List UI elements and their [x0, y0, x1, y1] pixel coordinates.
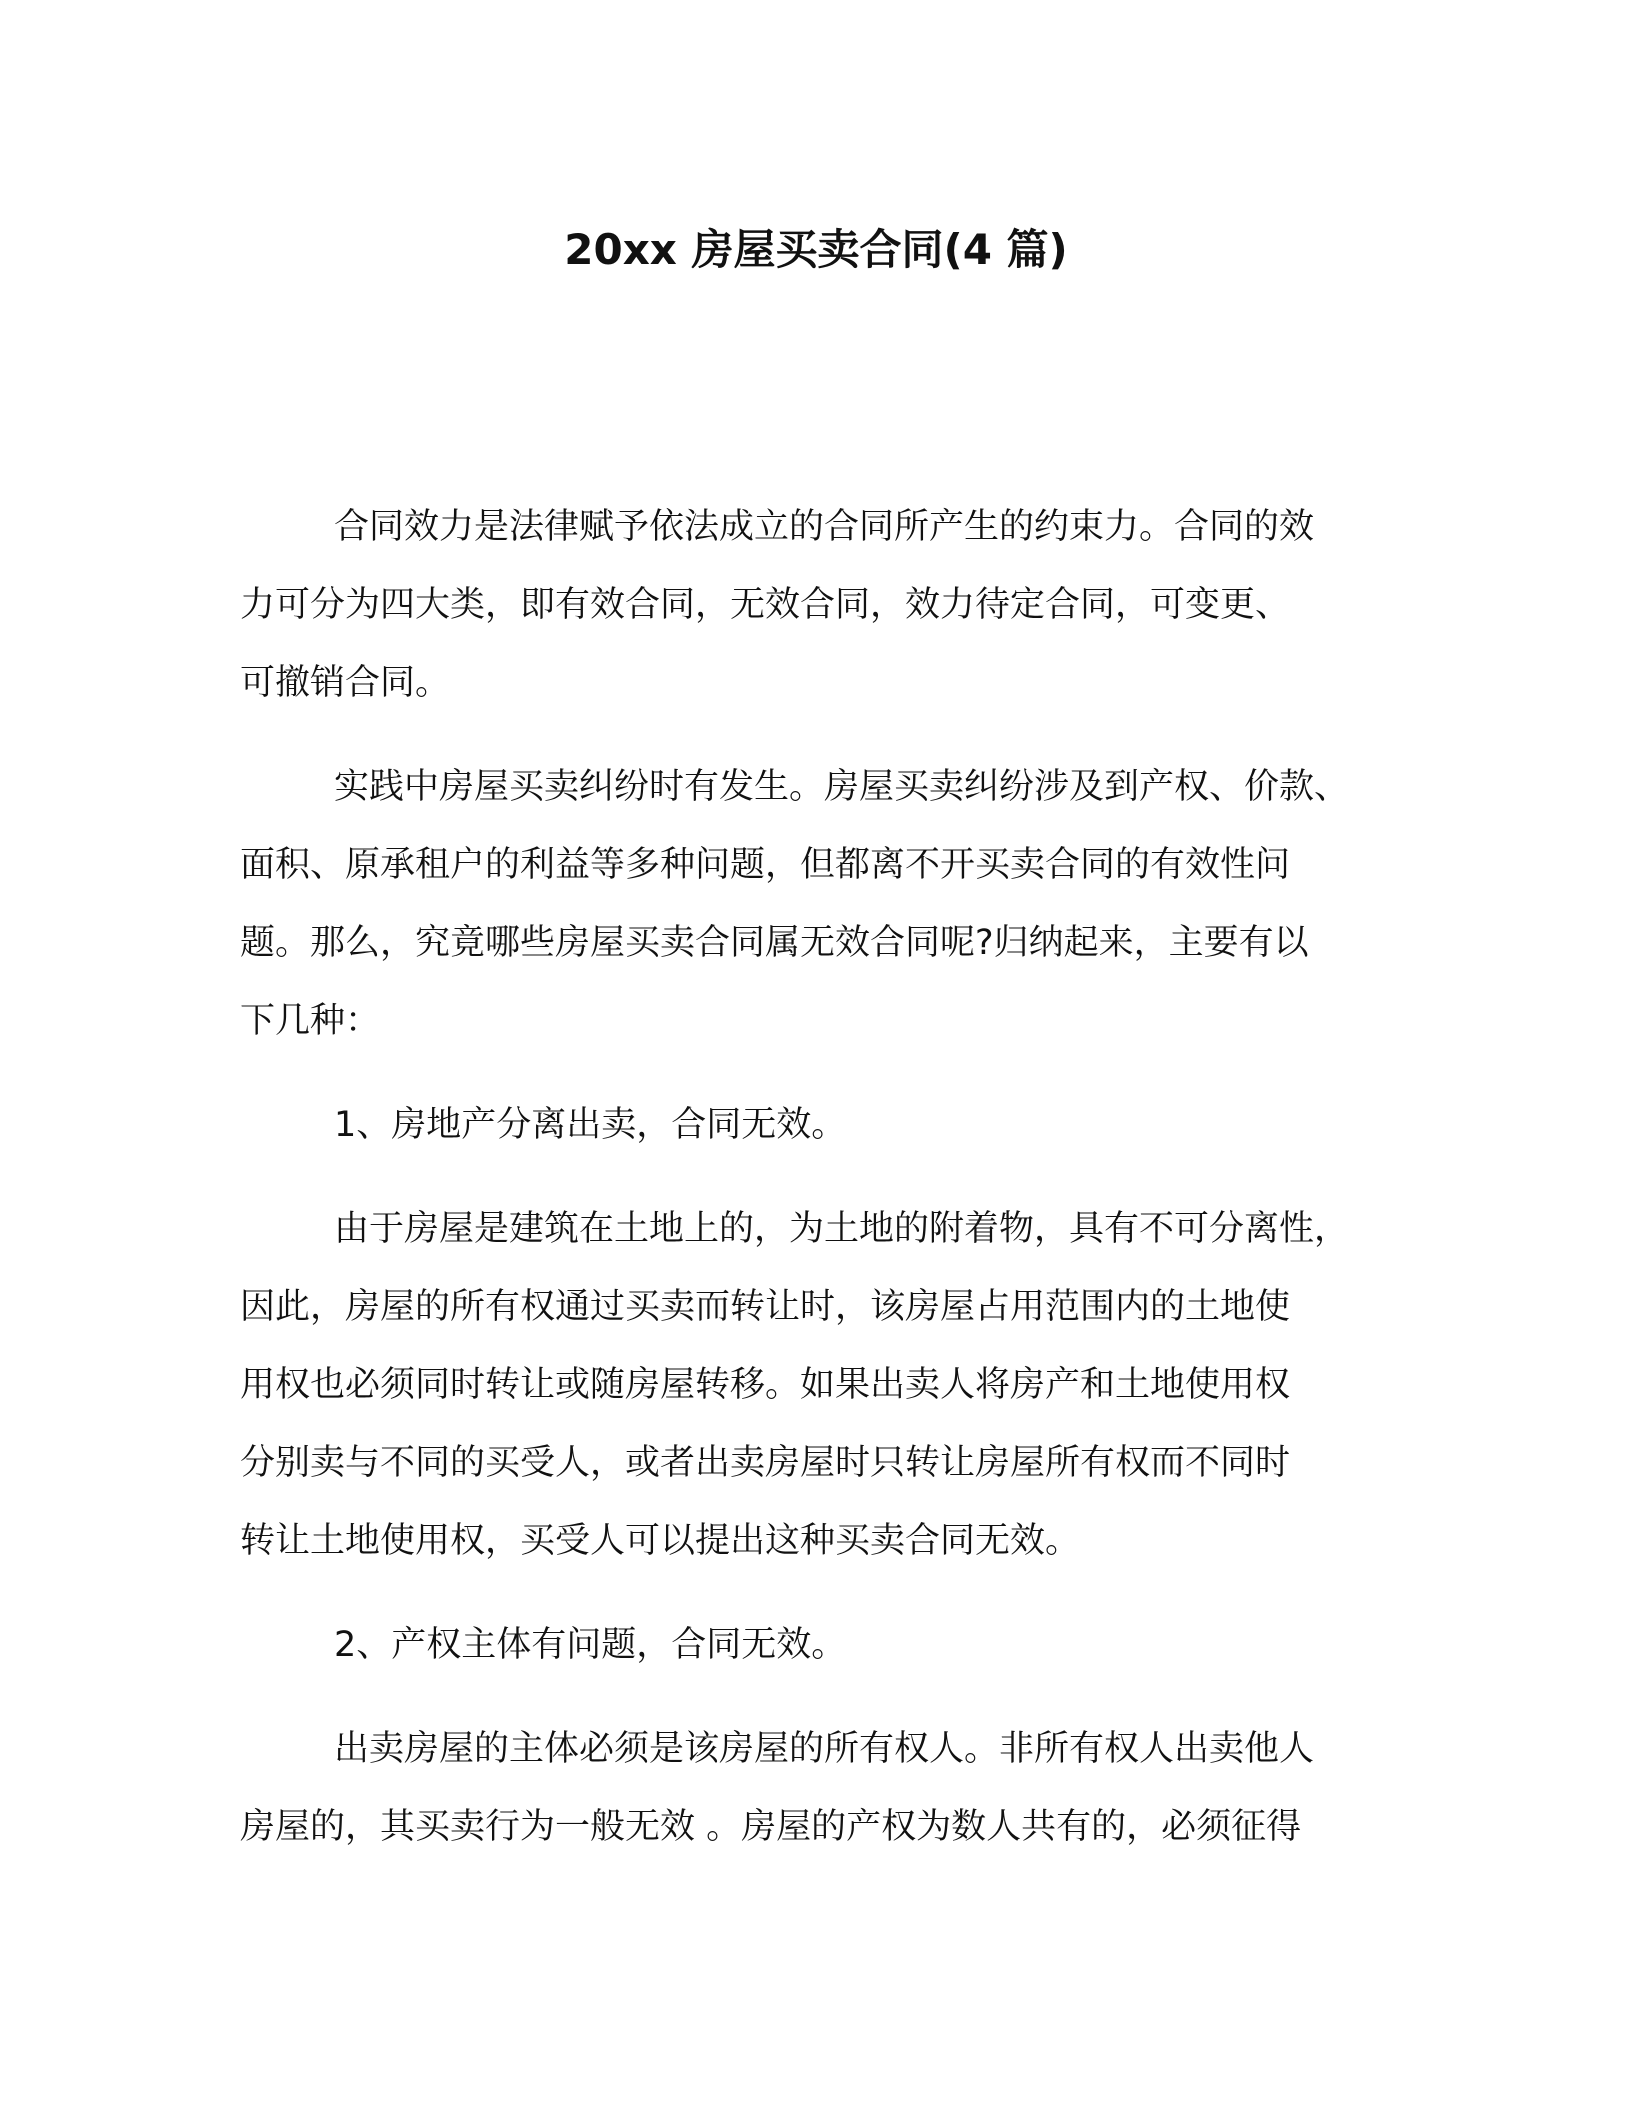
paragraph-disputes: [240, 748, 1400, 1060]
text-line: 面积、原承租户的利益等多种问题，但都离不开买卖合同的有效性问: [240, 845, 1291, 885]
text-line: 下几种：: [240, 1001, 381, 1041]
paragraph-item-1-detail: [240, 1190, 1400, 1580]
text-line: 合同效力是法律赋予依法成立的合同所产生的约束力。合同的效: [334, 507, 1315, 547]
text-line: 出卖房屋的主体必须是该房屋的所有权人。非所有权人出卖他人: [334, 1729, 1315, 1769]
heading-item-1: [240, 1086, 1400, 1164]
text-line: 题。那么，究竟哪些房屋买卖合同属无效合同呢?归纳起来，主要有以: [240, 923, 1309, 963]
text-line: 因此，房屋的所有权通过买卖而转让时，该房屋占用范围内的土地使: [240, 1287, 1291, 1327]
text-line: 分别卖与不同的买受人，或者出卖房屋时只转让房屋所有权而不同时: [240, 1443, 1291, 1483]
text-line: 力可分为四大类，即有效合同，无效合同，效力待定合同，可变更、: [240, 585, 1291, 625]
paragraph-contract-validity: [240, 488, 1400, 722]
heading-item-2: [240, 1606, 1400, 1684]
text-line: 转让土地使用权，买受人可以提出这种买卖合同无效。: [240, 1521, 1081, 1561]
document-title: 20xx 房屋买卖合同(4 篇): [564, 225, 1068, 274]
text-line: 1、房地产分离出卖，合同无效。: [334, 1105, 847, 1145]
text-line: 房屋的，其买卖行为一般无效 。房屋的产权为数人共有的，必须征得: [240, 1807, 1302, 1847]
document-body: [240, 488, 1400, 1892]
text-line: 实践中房屋买卖纠纷时有发生。房屋买卖纠纷涉及到产权、价款、: [334, 767, 1350, 807]
text-line: 2、产权主体有问题，合同无效。: [334, 1625, 847, 1665]
text-line: 由于房屋是建筑在土地上的，为土地的附着物，具有不可分离性，: [334, 1209, 1350, 1249]
text-line: 用权也必须同时转让或随房屋转移。如果出卖人将房产和土地使用权: [240, 1365, 1291, 1405]
text-line: 可撤销合同。: [240, 663, 451, 703]
paragraph-item-2-detail: [240, 1710, 1400, 1866]
